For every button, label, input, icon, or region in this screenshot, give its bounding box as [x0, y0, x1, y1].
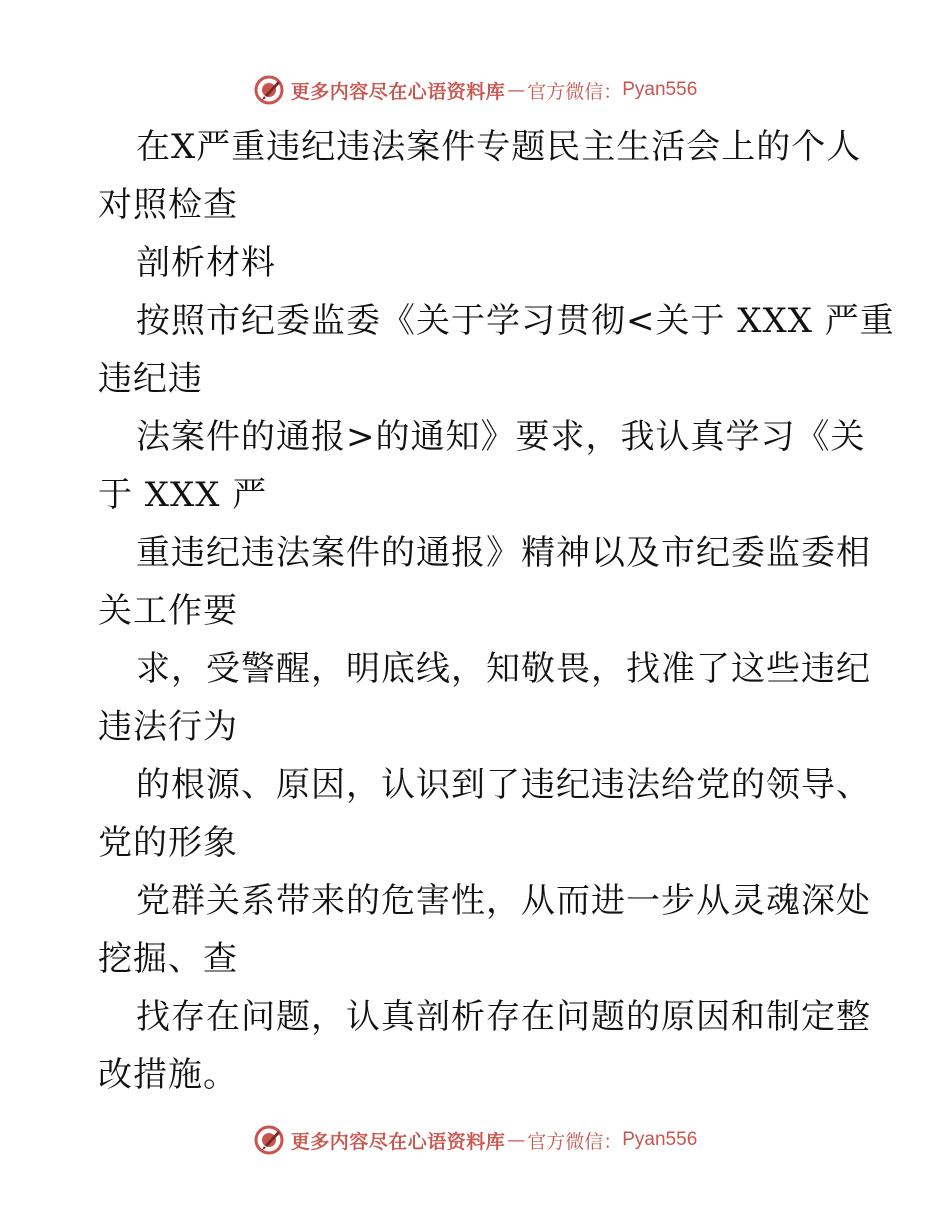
header-separator: — [507, 79, 526, 101]
document-body [98, 118, 895, 1104]
paragraph-line: 改措施。 [98, 1055, 238, 1095]
header-brand-text: 更多内容尽在心语资料库 [290, 80, 506, 103]
footer-separator: — [507, 1129, 526, 1151]
paragraph-line: 求，受警醒，明底线，知敬畏，找准了这些违纪 [136, 649, 871, 689]
title-line-2: 对照检查 [98, 185, 238, 225]
paragraph-line: 重违纪违法案件的通报》精神以及市纪委监委相 [136, 533, 871, 573]
paragraph-line: 的根源、原因，认识到了违纪违法给党的领导、 [136, 765, 871, 805]
footer-wechat-label: 官方微信： [527, 1130, 623, 1153]
pen-logo-icon [253, 1124, 285, 1156]
paragraph-line: 法案件的通报>的通知》要求，我认真学习《关 [136, 417, 866, 457]
paragraph-line: 于 XXX 严 [98, 475, 268, 515]
subtitle-line: 剖析材料 [136, 243, 276, 283]
header-wechat-label: 官方微信： [527, 80, 623, 103]
title-line-1: 在X严重违纪违法案件专题民主生活会上的个人 [136, 127, 862, 167]
footer-brand-text: 更多内容尽在心语资料库 [290, 1130, 506, 1153]
footer-wechat-id: Pyan556 [622, 1129, 698, 1150]
paragraph-line: 党的形象 [98, 823, 238, 863]
paragraph-line: 按照市纪委监委《关于学习贯彻<关于 XXX 严重 [136, 301, 895, 341]
paragraph-line: 挖掘、查 [98, 939, 238, 979]
paragraph-line: 关工作要 [98, 591, 238, 631]
paragraph-line: 违法行为 [98, 707, 238, 747]
header-wechat-id: Pyan556 [622, 79, 698, 100]
footer-watermark [0, 1120, 950, 1160]
paragraph-line: 找存在问题，认真剖析存在问题的原因和制定整 [136, 997, 871, 1037]
pen-logo-icon [253, 74, 285, 106]
paragraph-line: 党群关系带来的危害性，从而进一步从灵魂深处 [136, 881, 871, 921]
paragraph-line: 违纪违 [98, 359, 203, 399]
header-watermark [0, 70, 950, 110]
